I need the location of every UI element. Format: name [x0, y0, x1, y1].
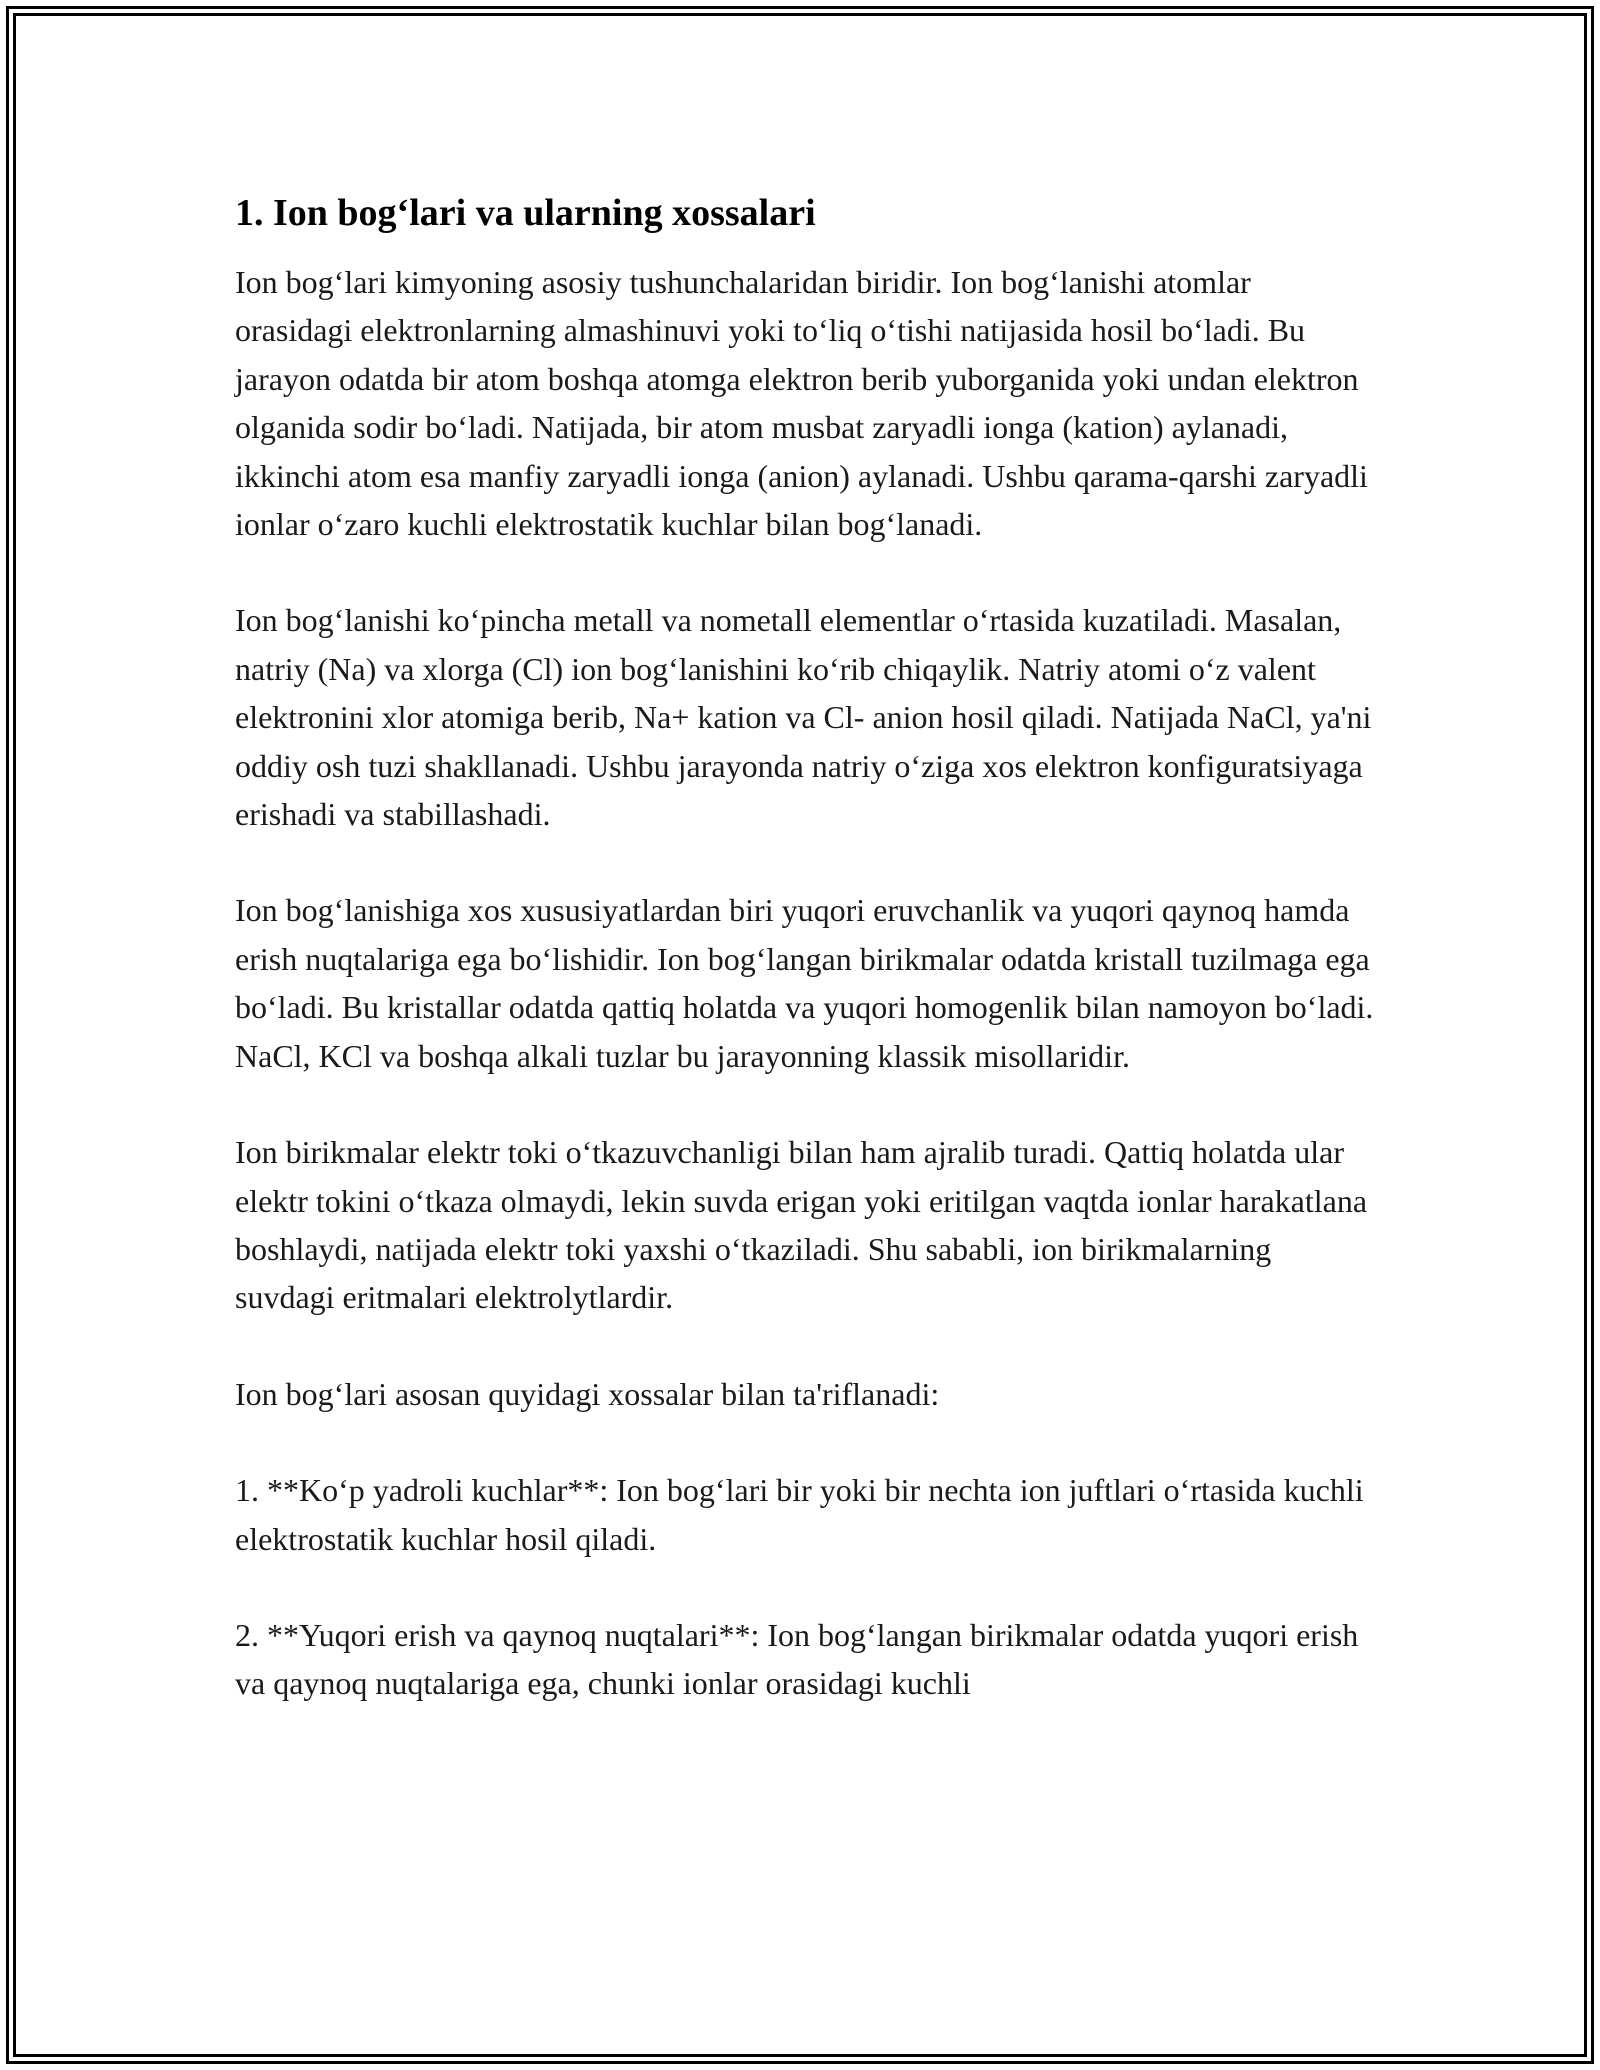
paragraph-intro: Ion bog‘lari kimyoning asosiy tushunchalaridan biridir. Ion bog‘lanishi atomlar orasidagi elektronlarning almashinuvi yoki to‘liq o‘tishi natijasida hosil bo‘ladi. Bu jarayon odatda bir atom boshqa atomga elektron berib yuborganida yoki undan elektron olganida sodir bo‘ladi. Natijada, bir atom musbat zaryadli ionga (kation) aylanadi, ikkinchi atom esa manfiy zaryadli ionga (anion) aylanadi. Ushbu qarama-qarshi zaryadli ionlar o‘zaro kuchli elektrostatik kuchlar bilan bog‘lanadi.	[235, 264, 1368, 543]
list-item-2: 2. **Yuqori erish va qaynoq nuqtalari**: Ion bog‘langan birikmalar odatda yuqori erish va qaynoq nuqtalariga ega, chunki ionlar orasidagi kuchli	[235, 1616, 1359, 1702]
paragraph-properties: Ion bog‘lanishiga xos xususiyatlardan biri yuqori eruvchanlik va yuqori qaynoq hamda erish nuqtalariga ega bo‘lishidir. Ion bog‘langan birikmalar odatda kristall tuzilmaga ega bo‘ladi. Bu kristallar odatda qattiq holatda va yuqori homogenlik bilan namoyon bo‘ladi. NaCl, KCl va boshqa alkali tuzlar bu jarayonning klassik misollaridir.	[235, 892, 1374, 1074]
paragraph-metal-nonmetal: Ion bog‘lanishi ko‘pincha metall va nometall elementlar o‘rtasida kuzatiladi. Masalan, natriy (Na) va xlorga (Cl) ion bog‘lanishini ko‘rib chiqaylik. Natriy atomi o‘z valent elektronini xlor atomiga berib, Na+ kation va Cl- anion hosil qiladi. Natijada NaCl, ya'ni oddiy osh tuzi shakllanadi. Ushbu jarayonda natriy o‘ziga xos elektron konfiguratsiyaga erishadi va stabillashadi.	[235, 602, 1372, 833]
paragraph-conductivity: Ion birikmalar elektr toki o‘tkazuvchanligi bilan ham ajralib turadi. Qattiq holatda ular elektr tokini o‘tkaza olmaydi, lekin suvda erigan yoki eritilgan vaqtda ionlar harakatlana boshlaydi, natijada elektr toki yaxshi o‘tkaziladi. Shu sababli, ion birikmalarning suvdagi eritmalari elektrolytlardir.	[235, 1134, 1368, 1316]
document-page	[235, 190, 1375, 1756]
list-item-1: 1. **Ko‘p yadroli kuchlar**: Ion bog‘lari bir yoki bir nechta ion juftlari o‘rtasida kuchli elektrostatik kuchlar hosil qiladi.	[235, 1472, 1364, 1557]
section-heading: 1. Ion bog‘lari va ularning xossalari	[235, 192, 816, 234]
paragraph-list-intro: Ion bog‘lari asosan quyidagi xossalar bilan ta'riflanadi:	[235, 1375, 940, 1412]
